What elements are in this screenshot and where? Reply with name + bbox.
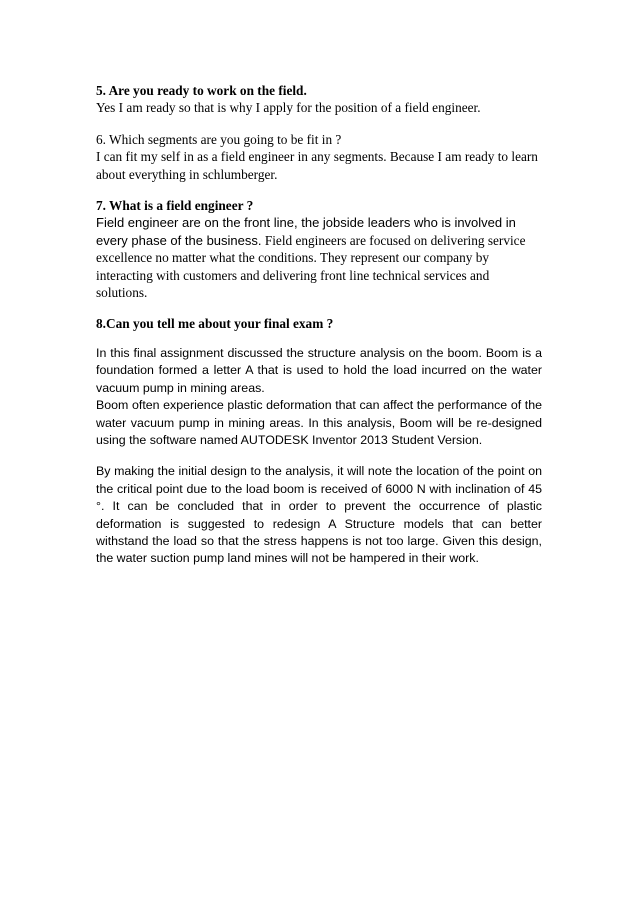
final-exam-paragraph-3: By making the initial design to the analysis, it will note the location of the point on the critical point due to the load boom is received of 6000 N with inclination of 45 °. It can be concluded that in order to prevent the occurrence of plastic deformation is suggested to redesign A Structure models that can better withstand the load so that the stress happens is not too large. Given this design, the water suction pump land mines will not be hampered in their work.	[96, 464, 542, 566]
question-7-answer-rest: Field engineers are focused on delivering service excellence no matter what the conditions. They represent our company by interacting with customers and delivering front line technical services and solutions.	[96, 232, 526, 301]
question-6-heading: 6. Which segments are you going to be fit in ?	[96, 131, 342, 147]
question-5-heading: 5. Are you ready to work on the field.	[96, 83, 307, 98]
question-7-answer-lead: Field engineer are on the front line, the jobside leaders who is involved in every phase of the business.	[96, 215, 516, 248]
question-7-answer	[96, 214, 542, 301]
final-exam-paragraph-2: Boom often experience plastic deformation that can affect the performance of the water vacuum pump in mining areas. In this analysis, Boom will be re-designed using the software named AUTODESK Inventor 2013 Student Version.	[96, 398, 542, 447]
question-7-heading: 7. What is a field engineer ?	[96, 198, 254, 214]
final-exam-paragraph-1: In this final assignment discussed the structure analysis on the boom. Boom is a foundation formed a letter A that is used to hold the load incurred on the water vacuum pump in mining areas.	[96, 345, 542, 395]
question-8-heading: 8.Can you tell me about your final exam ?	[96, 316, 334, 332]
question-5-answer: Yes I am ready so that is why I apply for the position of a field engineer.	[96, 100, 481, 116]
question-6-answer: I can fit my self in as a field engineer in any segments. Because I am ready to learn about everything in schlumberger.	[96, 149, 538, 182]
